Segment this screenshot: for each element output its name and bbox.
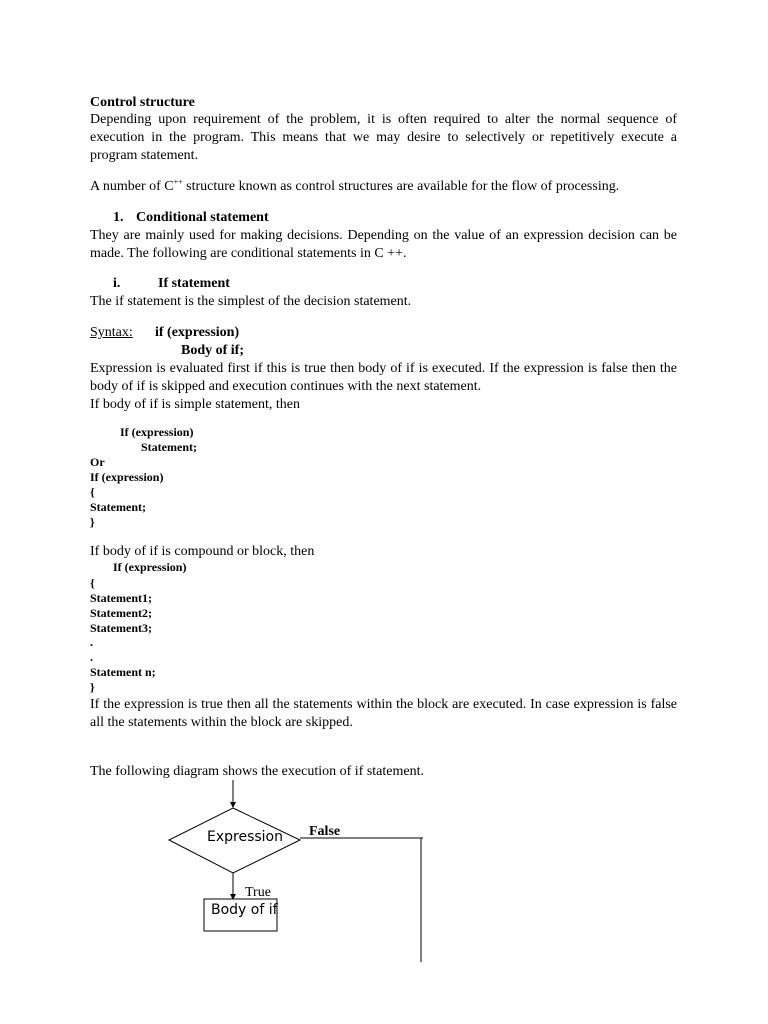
- cpp-superscript: ++: [173, 177, 183, 187]
- explanation-paragraph: Expression is evaluated first if this is true then body of if is executed. If the expression is false then the body of if is skipped and execution continues with the next statement.: [90, 361, 677, 394]
- intro-paragraph: Depending upon requirement of the problem, it is often required to alter the normal sequence of execution in the program. This means that we may desire to selectively or repetitively execute a program statement.: [90, 112, 677, 163]
- syntax-line-1: if (expression): [155, 325, 240, 340]
- compound-code-line: {: [90, 576, 95, 590]
- simple-code-line: Or: [90, 455, 105, 469]
- section1-title: Conditional statement: [136, 210, 269, 225]
- simple-code-line: Statement;: [90, 500, 146, 514]
- body-of-if-label: Body of if: [211, 902, 278, 918]
- compound-code-line: If (expression): [113, 560, 187, 574]
- compound-code-line: Statement1;: [90, 591, 152, 605]
- document-heading: Control structure: [90, 95, 195, 110]
- cpp-paragraph-end: structure known as control structures are available for the flow of processing.: [182, 179, 620, 194]
- simple-code-line: If (expression): [90, 470, 164, 484]
- compound-code-line: Statement2;: [90, 606, 152, 620]
- simple-code-line: If (expression): [120, 425, 194, 439]
- diagram-intro: The following diagram shows the execution of if statement.: [90, 764, 424, 779]
- entry-arrow-head: [230, 802, 236, 808]
- false-label: False: [309, 824, 341, 839]
- section1-number: 1.: [113, 210, 124, 225]
- compound-code-line: Statement3;: [90, 621, 152, 635]
- subsection-number: i.: [113, 276, 121, 291]
- subsection-title: If statement: [158, 276, 230, 291]
- decision-label: Expression: [207, 829, 283, 845]
- compound-code-line: }: [90, 680, 95, 694]
- syntax-label: Syntax:: [90, 325, 133, 340]
- simple-code-line: }: [90, 515, 95, 529]
- simple-statement-intro: If body of if is simple statement, then: [90, 397, 300, 412]
- syntax-line-2: Body of if;: [181, 343, 244, 358]
- block-paragraph: If the expression is true then all the statements within the block are executed. In case expression is false all the statements within the block are skipped.: [90, 697, 677, 730]
- compound-code-line: Statement n;: [90, 665, 156, 679]
- compound-statement-intro: If body of if is compound or block, then: [90, 544, 315, 559]
- compound-code-line: .: [90, 650, 93, 664]
- subsection-paragraph: The if statement is the simplest of the decision statement.: [90, 294, 412, 309]
- simple-code-line: Statement;: [141, 440, 197, 454]
- section1-paragraph: They are mainly used for making decisions. Depending on the value of an expression decision can be made. The following are conditional statements in C ++.: [90, 228, 677, 261]
- compound-code-line: .: [90, 635, 93, 649]
- simple-code-line: {: [90, 485, 95, 499]
- true-label: True: [245, 885, 271, 900]
- cpp-paragraph-start: A number of C: [90, 179, 174, 194]
